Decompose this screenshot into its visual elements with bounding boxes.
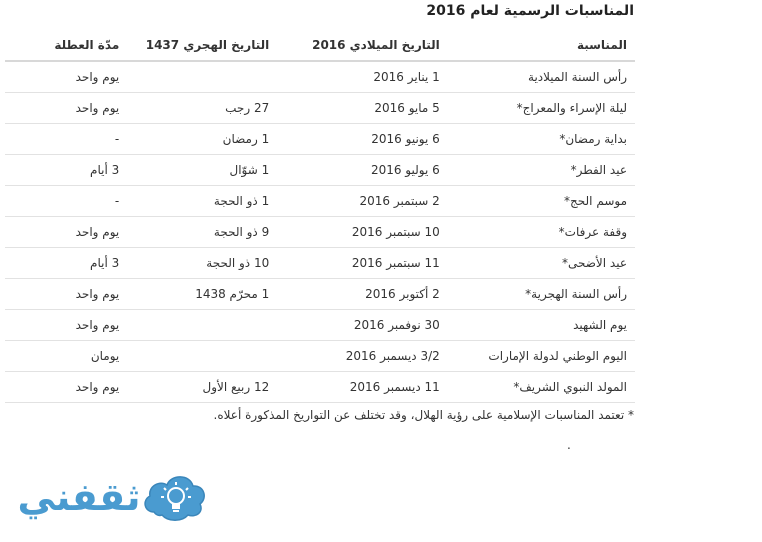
table-row xyxy=(5,124,635,155)
header-occasion: المناسبة xyxy=(448,30,635,61)
logo-text: ثقفني xyxy=(17,475,141,519)
table-row xyxy=(5,93,635,124)
cell-duration: - xyxy=(5,186,127,217)
cell-gregorian: 2 أكتوبر 2016 xyxy=(277,279,448,310)
cell-duration: يوم واحد xyxy=(5,279,127,310)
cell-duration: يومان xyxy=(5,341,127,372)
table-row xyxy=(5,248,635,279)
header-hijri-date: التاريخ الهجري 1437 xyxy=(127,30,277,61)
footnote: * تعتمد المناسبات الإسلامية على رؤية الهلال، وقد تختلف عن التواريخ المذكورة أعلاه. xyxy=(213,408,634,422)
cell-occasion: رأس السنة الهجرية* xyxy=(448,279,635,310)
cell-hijri: 1 محرّم 1438 xyxy=(127,279,277,310)
page-title: المناسبات الرسمية لعام 2016 xyxy=(426,3,634,19)
table-row xyxy=(5,279,635,310)
cell-gregorian: 2 سبتمبر 2016 xyxy=(277,186,448,217)
table-row xyxy=(5,217,635,248)
cell-duration: يوم واحد xyxy=(5,372,127,403)
table-row xyxy=(5,155,635,186)
cell-occasion: رأس السنة الميلادية xyxy=(448,61,635,93)
cell-occasion: المولد النبوي الشريف* xyxy=(448,372,635,403)
cell-hijri: 10 ذو الحجة xyxy=(127,248,277,279)
cell-hijri xyxy=(127,61,277,93)
holidays-table xyxy=(5,30,635,403)
table-row xyxy=(5,341,635,372)
header-holiday-duration: مدّة العطلة xyxy=(5,30,127,61)
cell-duration: يوم واحد xyxy=(5,93,127,124)
cell-occasion: موسم الحج* xyxy=(448,186,635,217)
cell-occasion: وقفة عرفات* xyxy=(448,217,635,248)
cell-occasion: عيد الأضحى* xyxy=(448,248,635,279)
cell-duration: يوم واحد xyxy=(5,310,127,341)
cell-hijri xyxy=(127,310,277,341)
cell-gregorian: 10 سبتمبر 2016 xyxy=(277,217,448,248)
cell-occasion: عيد الفطر* xyxy=(448,155,635,186)
cell-occasion: اليوم الوطني لدولة الإمارات xyxy=(448,341,635,372)
cell-gregorian: 6 يونيو 2016 xyxy=(277,124,448,155)
cell-duration: يوم واحد xyxy=(5,61,127,93)
cell-hijri: 9 ذو الحجة xyxy=(127,217,277,248)
cell-gregorian: 30 نوفمبر 2016 xyxy=(277,310,448,341)
cell-duration: يوم واحد xyxy=(5,217,127,248)
cell-occasion: ليلة الإسراء والمعراج* xyxy=(448,93,635,124)
cell-hijri: 1 ذو الحجة xyxy=(127,186,277,217)
cell-hijri: 1 رمضان xyxy=(127,124,277,155)
cell-occasion: بداية رمضان* xyxy=(448,124,635,155)
cell-hijri xyxy=(127,341,277,372)
cell-gregorian: 6 يوليو 2016 xyxy=(277,155,448,186)
header-gregorian-date: التاريخ الميلادي 2016 xyxy=(277,30,448,61)
table-row xyxy=(5,372,635,403)
cell-gregorian: 5 مايو 2016 xyxy=(277,93,448,124)
separator-dot: . xyxy=(567,438,571,452)
cell-gregorian: 3/2 ديسمبر 2016 xyxy=(277,341,448,372)
table-header-row xyxy=(5,30,635,61)
cell-gregorian: 1 يناير 2016 xyxy=(277,61,448,93)
cell-duration: - xyxy=(5,124,127,155)
cell-gregorian: 11 سبتمبر 2016 xyxy=(277,248,448,279)
cell-gregorian: 11 ديسمبر 2016 xyxy=(277,372,448,403)
table-row xyxy=(5,310,635,341)
cell-duration: 3 أيام xyxy=(5,248,127,279)
table-row xyxy=(5,61,635,93)
cell-occasion: يوم الشهيد xyxy=(448,310,635,341)
cell-hijri: 12 ربيع الأول xyxy=(127,372,277,403)
site-logo[interactable] xyxy=(14,468,210,532)
table-row xyxy=(5,186,635,217)
cell-hijri: 27 رجب xyxy=(127,93,277,124)
lightbulb-cloud-icon xyxy=(140,468,210,532)
cell-hijri: 1 شوّال xyxy=(127,155,277,186)
cell-duration: 3 أيام xyxy=(5,155,127,186)
